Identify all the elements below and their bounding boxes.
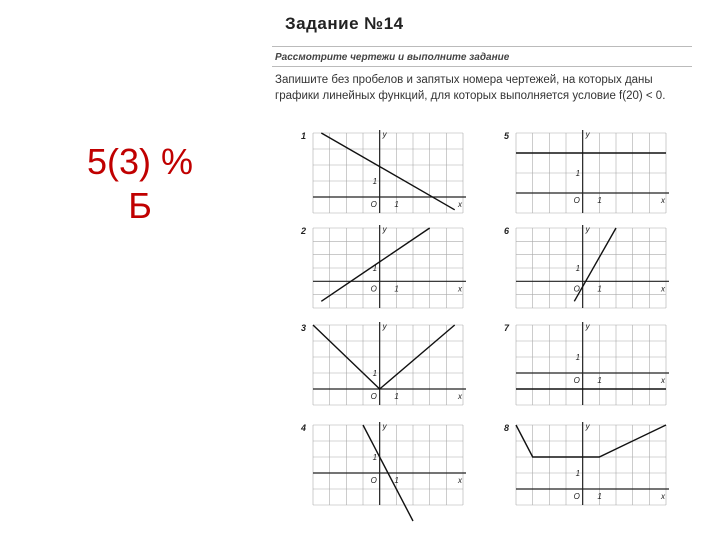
y-axis-label: y xyxy=(382,322,387,331)
y-tick-label: 1 xyxy=(372,264,378,273)
origin-label: O xyxy=(573,376,580,385)
y-axis-label: y xyxy=(585,225,590,234)
x-axis-label: x xyxy=(661,284,665,294)
y-axis-label: y xyxy=(382,422,387,431)
y-tick-label: 1 xyxy=(372,453,378,462)
y-tick-label: 1 xyxy=(372,177,378,186)
x-axis-label: x xyxy=(458,284,462,294)
origin-label: O xyxy=(573,492,580,501)
x-tick-label: 1 xyxy=(394,392,399,401)
y-axis-label: y xyxy=(585,322,590,331)
chart-number: 5 xyxy=(504,131,510,141)
chart-8 xyxy=(504,422,669,505)
x-tick-label: 1 xyxy=(394,200,399,209)
x-axis-label: x xyxy=(458,200,462,209)
answer-line-2: Б xyxy=(128,185,152,226)
origin-label: O xyxy=(370,200,377,209)
y-axis-label: y xyxy=(382,130,387,139)
y-tick-label: 1 xyxy=(575,353,581,362)
origin-label: O xyxy=(573,196,580,205)
y-axis-label: y xyxy=(585,130,590,139)
origin-label: O xyxy=(370,392,377,401)
x-axis-label: x xyxy=(458,392,462,401)
chart-4 xyxy=(300,422,466,521)
x-tick-label: 1 xyxy=(597,376,602,385)
answer-line-1: 5(3) % xyxy=(86,141,194,182)
y-tick-label: 1 xyxy=(372,369,378,378)
y-tick-label: 1 xyxy=(575,469,581,478)
x-axis-label: x xyxy=(661,196,665,205)
y-tick-label: 1 xyxy=(575,264,581,273)
chart-number: 2 xyxy=(301,226,307,236)
chart-2 xyxy=(300,225,466,308)
x-tick-label: 1 xyxy=(597,284,602,294)
x-tick-label: 1 xyxy=(597,196,602,205)
x-tick-label: 1 xyxy=(597,492,602,501)
origin-label: O xyxy=(573,284,580,294)
y-axis-label: y xyxy=(382,225,387,234)
task-text: Запишите без пробелов и запятых номера чертежей, на которых даны графики линейных функций, для которых выполняется условие f(20) < 0. xyxy=(275,74,666,102)
x-tick-label: 1 xyxy=(394,476,399,485)
x-axis-label: x xyxy=(661,376,665,385)
chart-number: 1 xyxy=(301,131,307,141)
y-tick-label: 1 xyxy=(575,169,581,178)
chart-3 xyxy=(301,322,466,405)
x-axis-label: x xyxy=(458,476,462,485)
worksheet-title: Задание №14 xyxy=(285,14,404,33)
chart-number: 3 xyxy=(301,323,307,333)
chart-number: 4 xyxy=(301,423,307,433)
chart-number: 6 xyxy=(504,226,510,236)
chart-5 xyxy=(504,130,669,213)
origin-label: O xyxy=(370,476,377,485)
chart-number: 7 xyxy=(504,323,510,333)
chart-7 xyxy=(504,322,669,405)
x-tick-label: 1 xyxy=(394,284,399,294)
worksheet-subtitle: Рассмотрите чертежи и выполните задание xyxy=(275,52,510,63)
y-axis-label: y xyxy=(585,422,590,431)
graph-line xyxy=(574,228,616,301)
chart-6 xyxy=(504,225,669,308)
chart-1 xyxy=(301,130,466,213)
x-axis-label: x xyxy=(661,492,665,501)
graph-line xyxy=(321,133,454,210)
origin-label: O xyxy=(370,284,377,294)
chart-number: 8 xyxy=(504,423,510,433)
